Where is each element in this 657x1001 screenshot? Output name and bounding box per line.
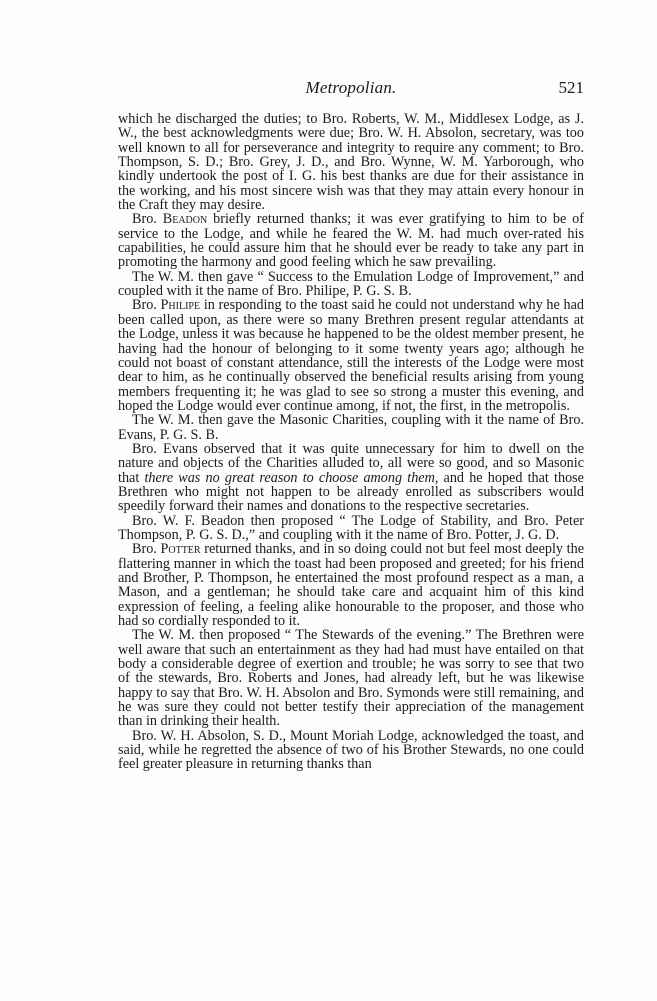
paragraph-9-text: The W. M. then proposed “ The Stewards of the evening.” The Brethren were well aware that such an entertainment as they had had must have entailed on that body a considerable degree of exertion and trouble; he was sorry to see that two of the stewards, Bro. Roberts and Jones, had already left, but he was likewise happy to say that Bro. W. H. Absolon and Bro. Symonds were still remaining, and he was sure they could not better testify their appreciation of the management than in drinking their health. — [118, 627, 584, 730]
paragraph-2-lead: Bro. — [132, 211, 163, 228]
italic-phrase: there was no great reason to choose among them, — [144, 469, 439, 486]
paragraph-8-text: returned thanks, and in so doing could not but feel most deeply the flattering manner in which the toast had been proposed and greeted; for his friend and Brother, P. Thompson, he entertained the most profound respect as a man, a Mason, and a gentleman; he should take care and acquaint him of this kind expression of feeling, a feeling alike honourable to the proposer, and those who had so cordially responded to it. — [118, 541, 584, 630]
speaker-name: Philipe — [160, 297, 201, 314]
page-number: 521 — [558, 78, 584, 97]
paragraph-4-lead: Bro. — [132, 297, 161, 314]
speaker-name: Potter — [160, 541, 201, 558]
paragraph-5-text: The W. M. then gave the Masonic Charities, coupling with it the name of Bro. Evans, P. G. S. B. — [118, 412, 584, 443]
paragraph-7-text: Bro. W. F. Beadon then proposed “ The Lodge of Stability, and Bro. Peter Thompson, P. G. S. D.,” and coupling with it the name of Bro. Potter, J. G. D. — [118, 512, 584, 543]
paragraph-2 — [118, 212, 584, 269]
paragraph-3-text: The W. M. then gave “ Success to the Emulation Lodge of Improvement,” and coupled with it the name of Bro. Philipe, P. G. S. B. — [118, 268, 584, 300]
paragraph-6 — [118, 442, 584, 514]
paragraph-8 — [118, 542, 584, 628]
running-head: Metropolian. — [305, 78, 397, 97]
paragraph-1-text: which he discharged the duties; to Bro. Roberts, W. M., Middlesex Lodge, as J. W., the best acknowledgments were due; Bro. W. H. Absolon, secretary, was too well known to all for perseverance and integrity to require any comment; to Bro. Thompson, S. D.; Bro. Grey, J. D., and Bro. Wynne, W. M. Yarborough, who kindly undertook the post of I. G. his best thanks are due for their assistance in the working, and his most sincere wish was that they may attain every honour in the Craft they may desire. — [118, 111, 584, 214]
paragraph-2-text: briefly returned thanks; it was ever gratifying to him to be of service to the Lodge, and while he feared the W. M. had much over-rated his capabilities, he could assure him that he should ever be ready to take any part in promoting the harmony and good feeling which he saw prevailing. — [118, 211, 584, 271]
paragraph-10-text: Bro. W. H. Absolon, S. D., Mount Moriah Lodge, acknowledged the toast, and said, while he regretted the absence of two of his Brother Stewards, no one could feel greater pleasure in returning thanks than — [118, 727, 584, 773]
paragraph-6-after: and he hoped that those Brethren who might not happen to be already enrolled as subscribers would speedily forward their names and donations to the respective secretaries. — [118, 469, 584, 515]
paragraph-5 — [118, 413, 584, 442]
paragraph-6-before: Bro. Evans observed that it was quite unnecessary for him to dwell on the nature and objects of the Charities alluded to, all were so good, and so Masonic that — [118, 440, 584, 486]
paragraph-9 — [118, 628, 584, 728]
body-text — [118, 112, 584, 772]
paragraph-4 — [118, 298, 584, 413]
paragraph-10 — [118, 729, 584, 772]
speaker-name: Beadon — [162, 211, 208, 228]
paragraph-8-lead: Bro. — [132, 541, 161, 558]
page-header — [118, 78, 584, 102]
paragraph-3 — [118, 270, 584, 299]
paragraph-1 — [118, 112, 584, 212]
paragraph-4-text: in responding to the toast said he could not understand why he had been called upon, as there were so many Brethren present regular attendants at the Lodge, unless it was because he happened to be the oldest member present, he having had the honour of belonging to it some twenty years ago; although he could not boast of constant attendance, still the interests of the Lodge were most dear to him, as he continually observed the beneficial results arising from young members frequenting it; he was glad to see so strong a muster this evening, and hoped the Lodge would ever continue among, if not, the first, in the metropolis. — [118, 297, 585, 414]
paragraph-7 — [118, 514, 584, 543]
